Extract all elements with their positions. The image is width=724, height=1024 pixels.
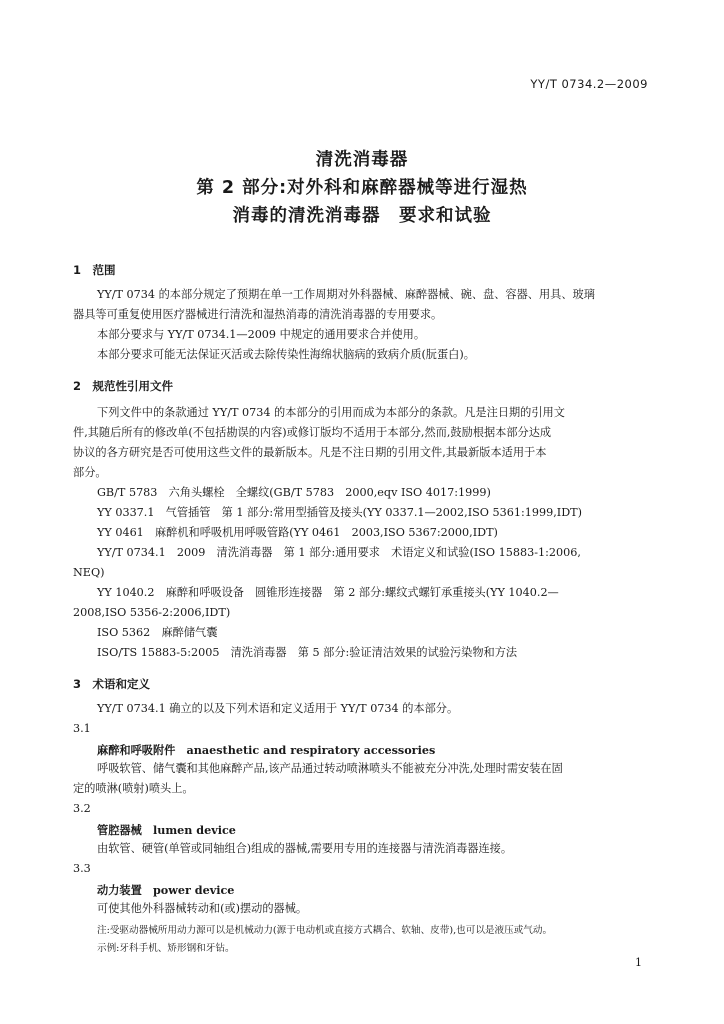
term-number: 3.1 — [73, 722, 91, 735]
standard-code: YY/T 0734.2—2009 — [530, 77, 648, 91]
paragraph-line: YY/T 0734 的本部分规定了预期在单一工作周期对外科器械、麻醉器械、碗、盘、容器、用具、玻璃 — [97, 288, 595, 301]
definition-line: 由软管、硬管(单管或同轴组合)组成的器械,需要用专用的连接器与清洗消毒器连接。 — [97, 842, 513, 855]
definition-line: 呼吸软管、储气囊和其他麻醉产品,该产品通过转动喷淋喷头不能被充分冲洗,处理时需安装在固 — [97, 762, 563, 775]
paragraph-line: 本部分要求可能无法保证灭活或去除传染性海绵状脑病的致病介质(朊蛋白)。 — [97, 348, 475, 361]
paragraph-line: 部分。 — [73, 466, 107, 479]
title-line-3: 消毒的清洗消毒器 要求和试验 — [232, 206, 492, 226]
reference-item: NEQ) — [73, 566, 105, 579]
paragraph-line: 下列文件中的条款通过 YY/T 0734 的本部分的引用而成为本部分的条款。凡是注日期的引用文 — [97, 406, 565, 419]
definition-line: 可使其他外科器械转动和(或)摆动的器械。 — [97, 902, 308, 915]
note-text: 注:受驱动器械所用动力源可以是机械动力(源于电动机或直接方式耦合、软轴、皮带),也可以是液压或气动。 — [97, 925, 553, 936]
reference-item: YY 1040.2 麻醉和呼吸设备 圆锥形连接器 第 2 部分:螺纹式螺钉承重接头(YY 1040.2— — [97, 586, 559, 599]
term-title: 管腔器械 lumen device — [97, 823, 236, 837]
title-line-2: 第 2 部分:对外科和麻醉器械等进行湿热 — [196, 178, 528, 198]
title-line-1: 清洗消毒器 — [315, 150, 409, 170]
reference-item: YY/T 0734.1 2009 清洗消毒器 第 1 部分:通用要求 术语定义和试验(ISO 15883-1:2006, — [97, 546, 581, 559]
section-3-heading: 3 术语和定义 — [73, 677, 151, 691]
term-number: 3.3 — [73, 862, 91, 875]
page-number: 1 — [635, 956, 642, 969]
paragraph-line: YY/T 0734.1 确立的以及下列术语和定义适用于 YY/T 0734 的本部分。 — [97, 702, 459, 715]
example-text: 示例:牙科手机、矫形钢和牙钻。 — [97, 943, 235, 954]
paragraph-line: 器具等可重复使用医疗器械进行清洗和湿热消毒的清洗消毒器的专用要求。 — [73, 308, 443, 321]
term-number: 3.2 — [73, 802, 91, 815]
reference-item: ISO 5362 麻醉储气囊 — [97, 626, 218, 639]
paragraph-line: 件,其随后所有的修改单(不包括勘误的内容)或修订版均不适用于本部分,然而,鼓励根据本部分达成 — [73, 426, 552, 439]
reference-item: 2008,ISO 5356-2:2006,IDT) — [73, 606, 231, 619]
reference-item: YY 0461 麻醉机和呼吸机用呼吸管路(YY 0461 2003,ISO 5367:2000,IDT) — [97, 526, 498, 539]
reference-item: YY 0337.1 气管插管 第 1 部分:常用型插管及接头(YY 0337.1—2002,ISO 5361:1999,IDT) — [97, 506, 583, 519]
paragraph-line: 本部分要求与 YY/T 0734.1—2009 中规定的通用要求合并使用。 — [97, 328, 426, 341]
section-2-heading: 2 规范性引用文件 — [73, 379, 174, 393]
paragraph-line: 协议的各方研究是否可使用这些文件的最新版本。凡是不注日期的引用文件,其最新版本适用于本 — [73, 446, 547, 459]
section-1-heading: 1 范围 — [73, 263, 116, 277]
reference-item: GB/T 5783 六角头螺栓 全螺纹(GB/T 5783 2000,eqv ISO 4017:1999) — [97, 486, 491, 499]
reference-item: ISO/TS 15883-5:2005 清洗消毒器 第 5 部分:验证清洁效果的试验污染物和方法 — [97, 646, 518, 659]
definition-line: 定的喷淋(喷射)喷头上。 — [73, 782, 194, 795]
term-title: 动力装置 power device — [97, 883, 235, 897]
term-title: 麻醉和呼吸附件 anaesthetic and respiratory accessories — [97, 743, 436, 757]
